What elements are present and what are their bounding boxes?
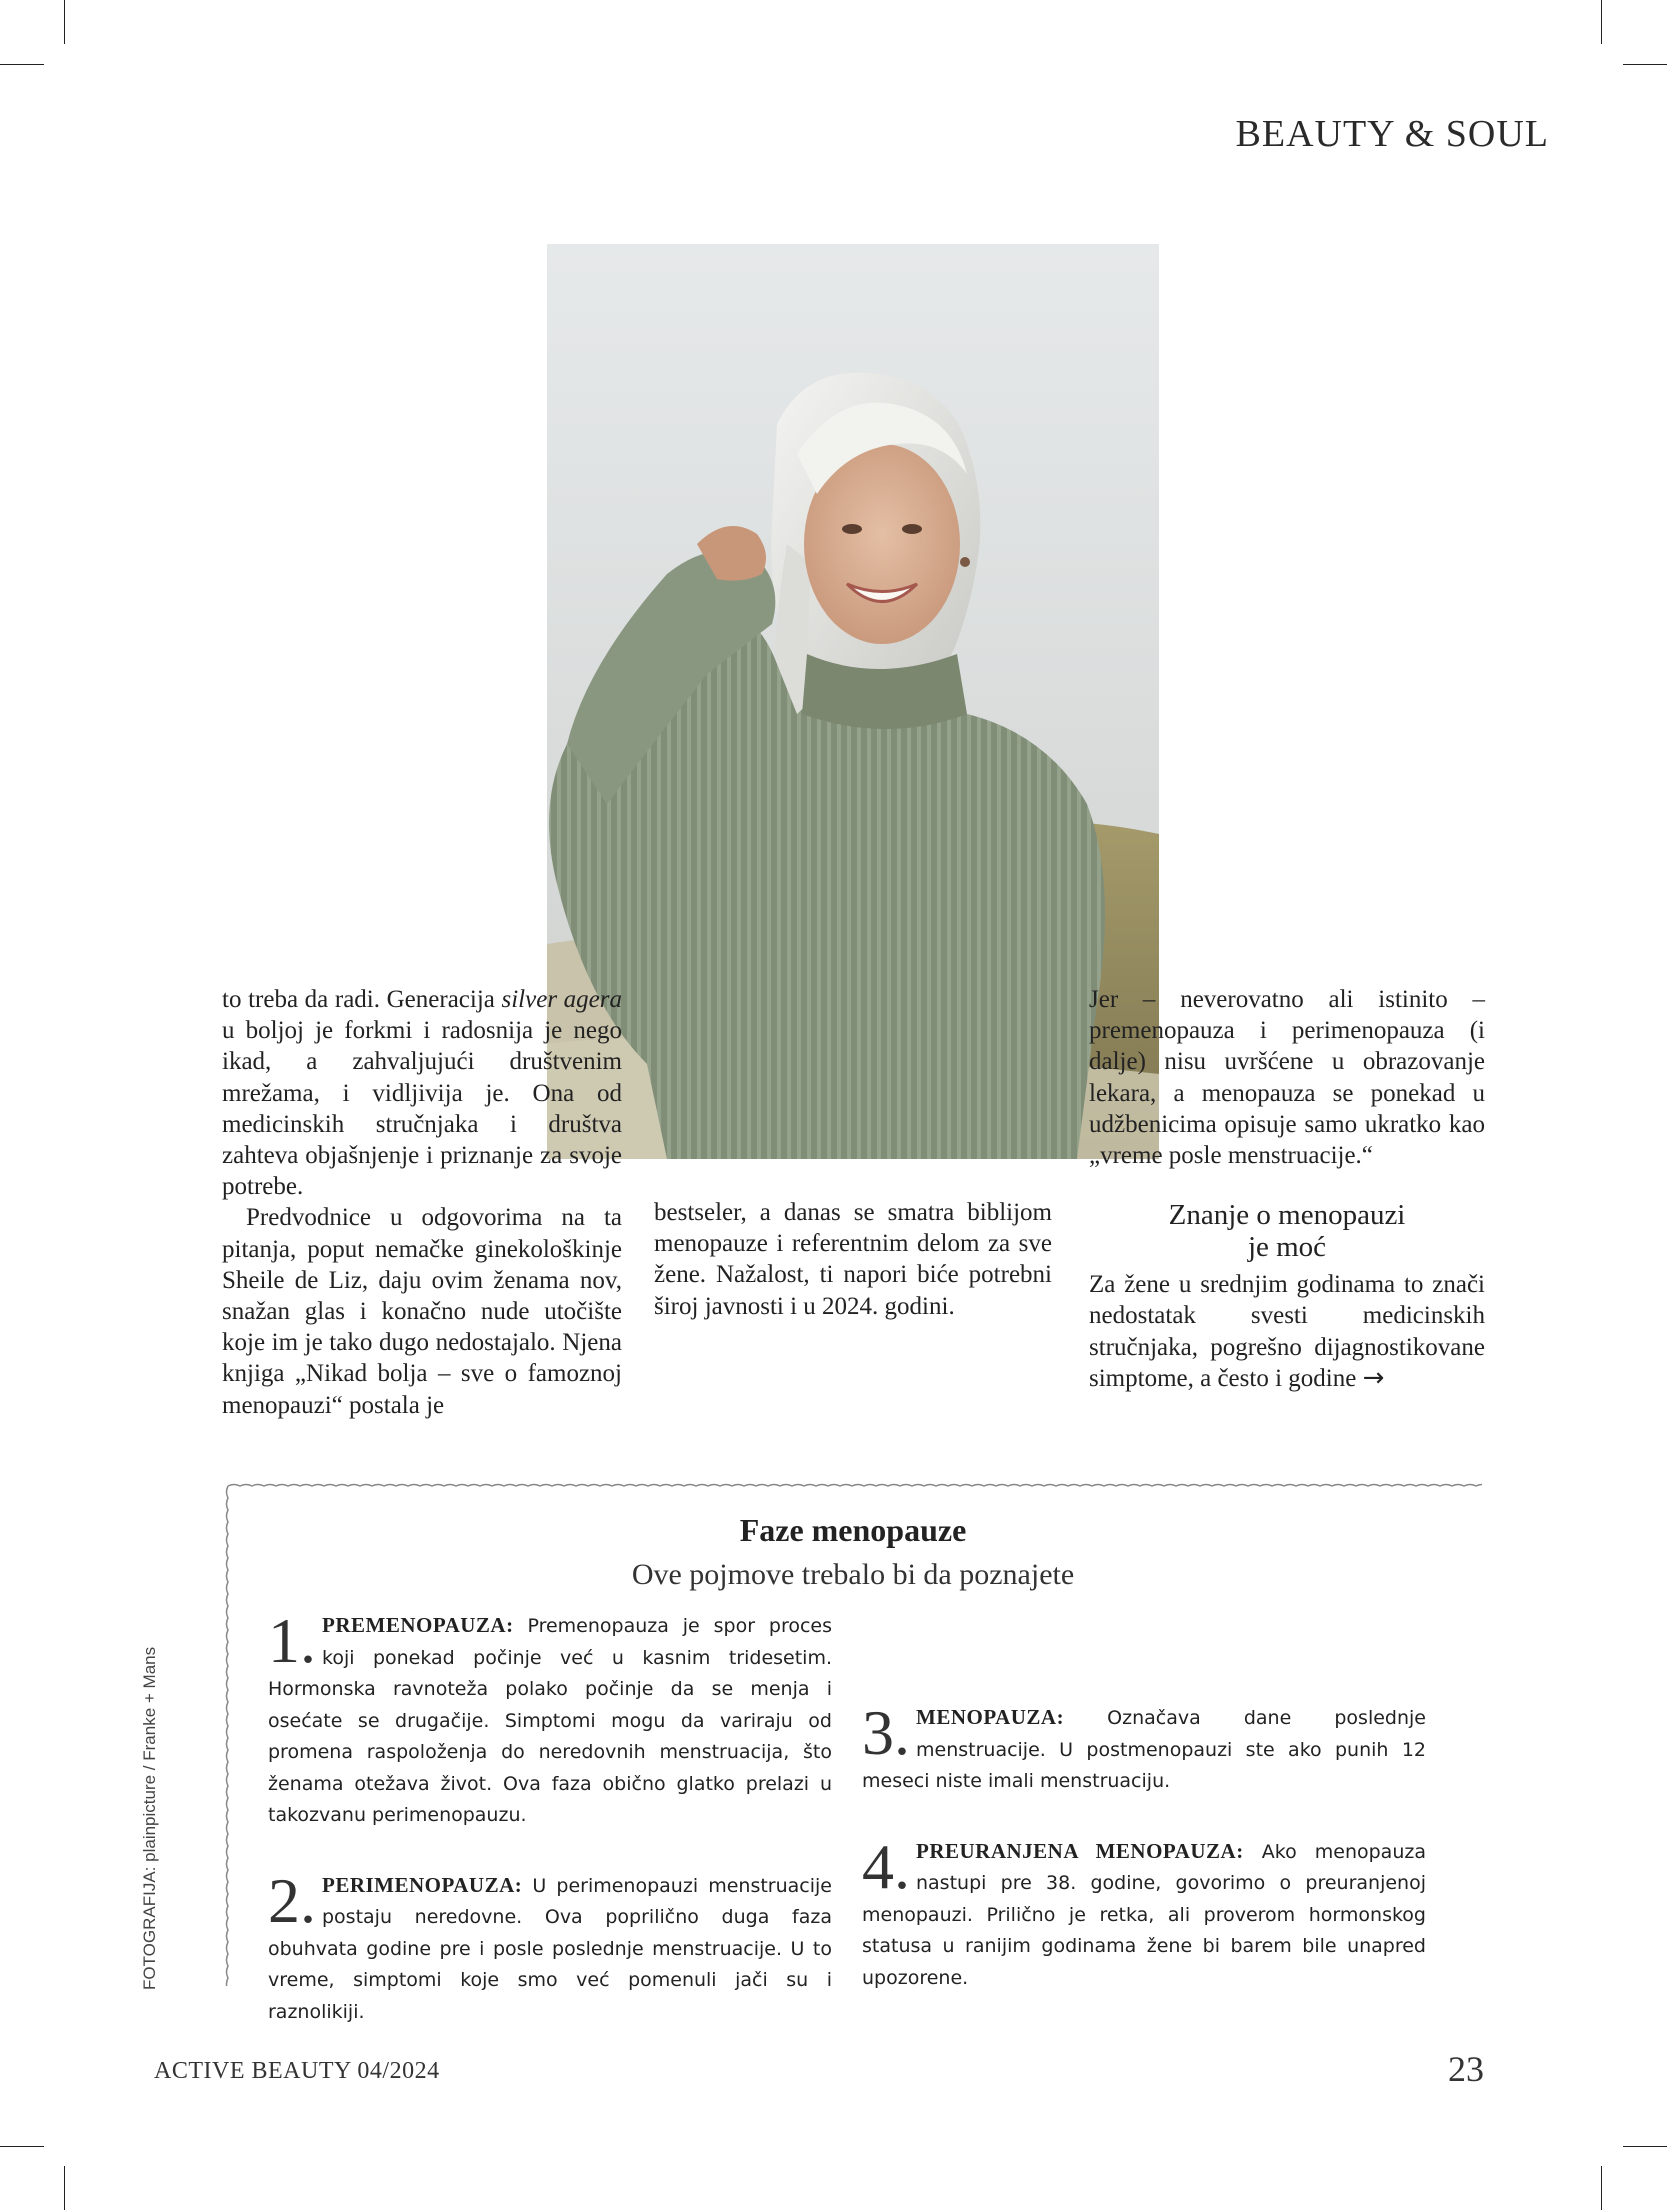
subheading	[1089, 1199, 1485, 1263]
magazine-issue: ACTIVE BEAUTY 04/2024	[154, 2058, 440, 2084]
subheading-line: Znanje o menopauzi	[1168, 1199, 1406, 1232]
page-number: 23	[1448, 2049, 1484, 2089]
crop-mark	[0, 2146, 44, 2147]
box-column-left	[268, 1605, 832, 2066]
phase-text: U perimenopauzi menstruacije postaju neredovne. Ova poprilično duga faza obuhvata godine pre i posle poslednje menstruacije. U to vreme, simptomi koje smo već pomenuli jači su i raznolikiji.	[268, 1874, 832, 2023]
crop-mark	[64, 0, 65, 44]
phase-number: 3.	[862, 1697, 910, 1768]
hero-photo	[547, 244, 1159, 1159]
phase-text: Ako menopauza nastupi pre 38. godine, govorimo o preuranjenoj menopauzi. Prilično je retka, ali proverom hormonskog statusa u ranijim godinama žene bi barem bile unapred upozorene.	[862, 1840, 1426, 1989]
crop-mark	[1601, 2166, 1602, 2210]
text-run: to treba da radi. Generacija	[222, 986, 502, 1013]
phase-term: PREMENOPAUZA:	[322, 1613, 514, 1637]
phase-item	[268, 1605, 832, 1832]
info-box	[224, 1482, 1482, 2023]
woman-portrait-illustration	[547, 244, 1159, 1159]
article-column-1	[222, 984, 622, 1421]
crop-mark	[1601, 0, 1602, 44]
text-run: Za žene u srednjim godinama to znači nedostatak svesti medicinskih stručnjaka, pogrešno dijagnostikovane simptome, a često i godine	[1089, 1271, 1485, 1392]
paragraph: bestseler, a danas se smatra biblijom menopauze i referentnim delom za sve žene. Nažalost, ti napori biće potrebni široj javnosti i u 2024. godini.	[654, 1199, 1052, 1320]
text-run: u boljoj je forkmi i radosnija je nego ikad, a zahvaljujući društvenim mrežama, i vidljivija je. Ona od medicinskih stručnjaka i društva zahteva objašnjenje i priznanje za svoje potrebe.	[222, 1017, 622, 1201]
phase-text: Označava dane poslednje menstruacije. U postmenopauzi ste ako punih 12 meseci niste imali menstruaciju.	[862, 1707, 1426, 1792]
phase-number: 2.	[268, 1864, 316, 1936]
box-subtitle: Ove pojmove trebalo bi da poznajete	[631, 1558, 1075, 1591]
box-column-right	[862, 1697, 1426, 2032]
crop-mark	[1623, 64, 1667, 65]
box-title: Faze menopauze	[739, 1512, 967, 1548]
section-header: BEAUTY & SOUL	[1235, 113, 1549, 155]
phase-item	[862, 1697, 1426, 1798]
phase-item	[268, 1864, 832, 2029]
article-column-2	[654, 1197, 1052, 1322]
paragraph	[1089, 1269, 1485, 1394]
paragraph: Jer – neverovatno ali istinito – premenopauza i perimenopauza (i dalje) nisu uvršćene u obrazovanje lekara, a menopauza se ponekad u udžbenicima opisuje samo ukratko kao „vreme posle menstruacije.“	[1089, 986, 1485, 1170]
paragraph	[222, 984, 622, 1202]
article-column-3	[1089, 984, 1485, 1394]
phase-term: MENOPAUZA:	[916, 1705, 1065, 1729]
phase-number: 1.	[268, 1605, 316, 1676]
phase-term: PERIMENOPAUZA:	[322, 1872, 523, 1897]
phase-number: 4.	[862, 1830, 910, 1902]
paragraph: Predvodnice u odgovorima na ta pitanja, poput nemačke ginekološkinje Sheile de Liz, daju ovim ženama nov, snažan glas i konačno nude utočište koje im je tako dugo nedostajalo. Njena knjiga „Nikad bolja – sve o famoznoj menopauzi“ postala je	[222, 1204, 622, 1419]
phase-item	[862, 1830, 1426, 1995]
phase-text: Premenopauza je spor proces koji ponekad počinje već u kasnim tridesetim. Hormonska ravnoteža polako počinje da se menja i osećate se drugačije. Simptomi mogu da variraju od promena raspoloženja do neredovnih menstruacija, što ženama otežava život. Ova faza obično glatko prelazi u takozvanu perimenopauzu.	[268, 1615, 832, 1826]
crop-mark	[64, 2166, 65, 2210]
crop-mark	[0, 64, 44, 65]
photo-credit: FOTOGRAFIJA: plainpicture / Franke + Mans	[140, 1646, 159, 1990]
phase-term: PREURANJENA MENOPAUZA:	[916, 1838, 1244, 1863]
crop-mark	[1623, 2146, 1667, 2147]
arrow-right-icon: →	[1362, 1362, 1385, 1393]
italic-term: silver agera	[501, 986, 622, 1013]
subheading-line: je moć	[1247, 1231, 1327, 1264]
